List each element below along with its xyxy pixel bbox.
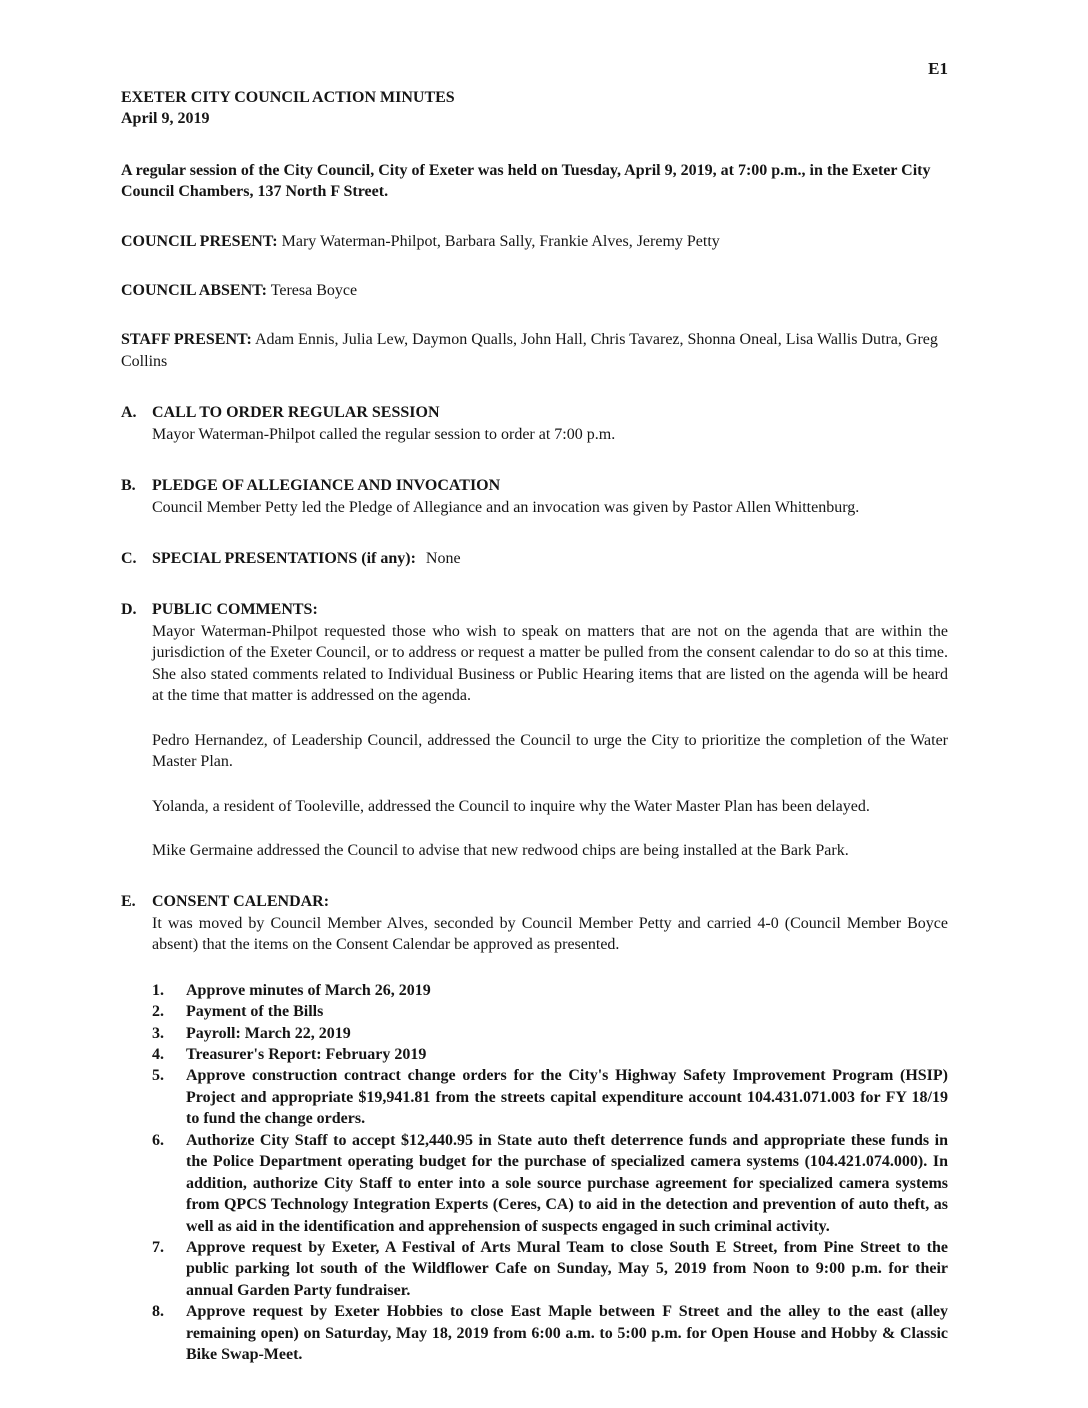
section-special-presentations: [121, 548, 948, 569]
consent-item-5: [152, 1065, 948, 1129]
item-text: Authorize City Staff to accept $12,440.95 in State auto theft deterrence funds and appropriate these funds in the Police Department operating budget for the purchase of specialized camera systems (104.421.074.000). In addition, authorize City Staff to enter into a sole source purchase agreement for specialized camera systems from QPCS Technology Integration Experts (Ceres, CA) to aid in the detection and prevention of auto theft, as well as aid in the identification and apprehension of suspects engaged in such criminal activity.: [186, 1131, 948, 1235]
section-title: PUBLIC COMMENTS:: [152, 601, 318, 619]
section-letter: D.: [121, 601, 137, 619]
section-letter: E.: [121, 893, 136, 911]
council-absent-row: [121, 280, 948, 301]
section-paragraph: Mayor Waterman-Philpot requested those who wish to speak on matters that are not on the agenda that are within the jurisdiction of the Exeter Council, or to address or request a matter be pulled from the consent calendar to do so at this time. She also stated comments related to Individual Business or Public Hearing items that are listed on the agenda will be heard at the time that matter is addressed on the agenda.: [152, 622, 948, 705]
staff-present-value: Adam Ennis, Julia Lew, Daymon Qualls, John Hall, Chris Tavarez, Shonna Oneal, Lisa Wallis Dutra, Greg Collins: [121, 331, 938, 370]
council-present-label: COUNCIL PRESENT:: [121, 232, 278, 250]
section-paragraph: Pedro Hernandez, of Leadership Council, addressed the Council to urge the City to prioritize the completion of the Water Master Plan.: [152, 731, 948, 771]
section-letter: A.: [121, 404, 137, 422]
section-title-suffix: None: [425, 550, 461, 568]
consent-item-3: [152, 1023, 948, 1044]
section-heading: [121, 475, 948, 496]
item-text: Approve request by Exeter, A Festival of Arts Mural Team to close South E Street, from Pine Street to the public parking lot south of the Wildflower Cafe on Sunday, May 5, 2019 from Noon to 9:00 p.m. for their annual Garden Party fundraiser.: [186, 1238, 948, 1299]
item-text: Approve request by Exeter Hobbies to close East Maple between F Street and the alley to the east (alley remaining open) on Saturday, May 18, 2019 from 6:00 a.m. to 5:00 p.m. for Open House and Hobby & Classic Bike Swap-Meet.: [186, 1303, 948, 1364]
section-paragraph: It was moved by Council Member Alves, seconded by Council Member Petty and carried 4-0 (Council Member Boyce absent) that the items on the Consent Calendar be approved as presented.: [152, 914, 948, 954]
item-text: Treasurer's Report: February 2019: [186, 1046, 427, 1064]
item-number: 1.: [152, 981, 164, 999]
section-body: [152, 497, 948, 518]
council-absent-label: COUNCIL ABSENT:: [121, 281, 267, 299]
consent-item-8: [152, 1301, 948, 1365]
document-title: EXETER CITY COUNCIL ACTION MINUTES: [121, 88, 455, 106]
staff-present-row: [121, 329, 948, 372]
item-text: Approve minutes of March 26, 2019: [186, 981, 431, 999]
section-heading: [121, 891, 948, 912]
section-heading: [121, 599, 948, 620]
consent-item-7: [152, 1237, 948, 1301]
section-heading: [121, 548, 948, 569]
section-body: [152, 913, 948, 956]
section-paragraph: Mike Germaine addressed the Council to advise that new redwood chips are being installed at the Bark Park.: [152, 841, 849, 859]
item-text: Payroll: March 22, 2019: [186, 1024, 351, 1042]
section-public-comments: [121, 599, 948, 861]
section-title: CONSENT CALENDAR:: [152, 893, 330, 911]
section-pledge: [121, 475, 948, 518]
item-number: 4.: [152, 1046, 164, 1064]
staff-present-label: STAFF PRESENT:: [121, 331, 252, 349]
council-present-row: [121, 231, 948, 252]
document-date: April 9, 2019: [121, 110, 210, 128]
item-number: 3.: [152, 1024, 164, 1042]
item-number: 8.: [152, 1303, 164, 1321]
section-heading: [121, 402, 948, 423]
consent-calendar-list: [152, 980, 948, 1366]
section-title: SPECIAL PRESENTATIONS (if any):: [152, 550, 416, 568]
intro-paragraph: A regular session of the City Council, City of Exeter was held on Tuesday, April 9, 2019, at 7:00 p.m., in the Exeter City Council Chambers, 137 North F Street.: [121, 161, 931, 201]
consent-item-4: [152, 1044, 948, 1065]
consent-item-1: [152, 980, 948, 1001]
document-header: [121, 87, 948, 130]
consent-item-2: [152, 1001, 948, 1022]
section-paragraph: Mayor Waterman-Philpot called the regular session to order at 7:00 p.m.: [152, 425, 616, 443]
item-text: Approve construction contract change orders for the City's Highway Safety Improvement Program (HSIP) Project and appropriate $19,941.81 from the streets capital expenditure account 104.431.071.003 for FY 18/19 to fund the change orders.: [186, 1067, 948, 1128]
council-present-value: Mary Waterman-Philpot, Barbara Sally, Frankie Alves, Jeremy Petty: [281, 232, 720, 250]
section-body: [152, 424, 948, 445]
consent-item-6: [152, 1130, 948, 1237]
section-letter: C.: [121, 550, 137, 568]
item-number: 6.: [152, 1131, 164, 1149]
item-number: 2.: [152, 1003, 164, 1021]
section-consent-calendar: [121, 891, 948, 1365]
council-absent-value: Teresa Boyce: [270, 281, 358, 299]
section-paragraph: Yolanda, a resident of Tooleville, addressed the Council to inquire why the Water Master Plan has been delayed.: [152, 797, 870, 815]
section-paragraph: Council Member Petty led the Pledge of Allegiance and an invocation was given by Pastor Allen Whittenburg.: [152, 498, 860, 516]
section-call-to-order: [121, 402, 948, 445]
section-body: [152, 621, 948, 862]
item-text: Payment of the Bills: [186, 1003, 324, 1021]
section-letter: B.: [121, 477, 136, 495]
page-number: E1: [928, 59, 948, 78]
section-title: PLEDGE OF ALLEGIANCE AND INVOCATION: [152, 477, 501, 495]
item-number: 5.: [152, 1067, 164, 1085]
section-title: CALL TO ORDER REGULAR SESSION: [152, 404, 440, 422]
item-number: 7.: [152, 1238, 164, 1256]
